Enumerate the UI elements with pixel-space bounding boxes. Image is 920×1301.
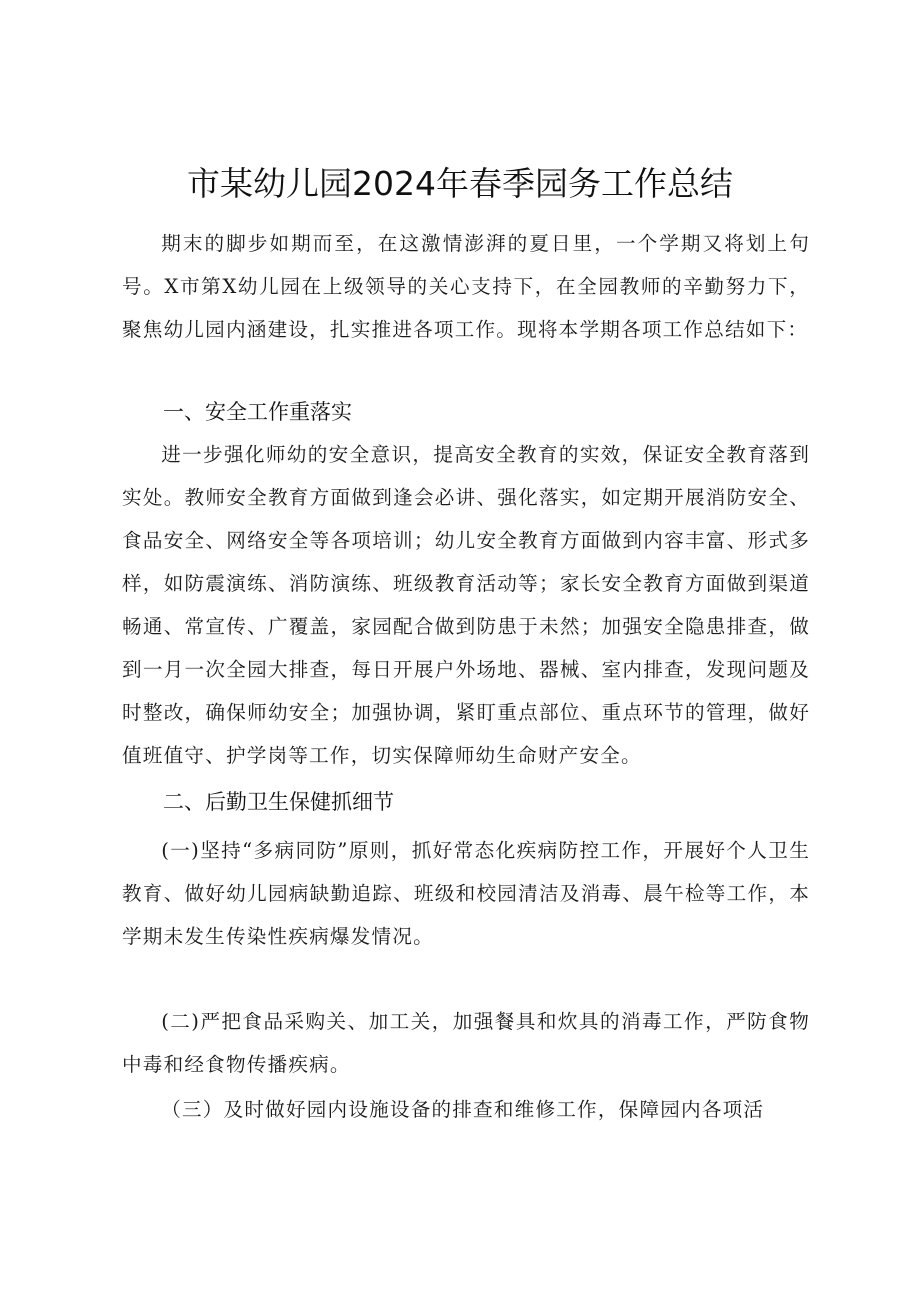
logistics-paragraph-2: (二)严把食品采购关、加工关，加强餐具和炊具的消毒工作，严防食物中毒和经食物传播疾病。 xyxy=(122,1010,810,1076)
logistics-paragraph-1: (一)坚持“多病同防”原则，抓好常态化疾病防控工作，开展好个人卫生教育、做好幼儿园病缺勤追踪、班级和校园清洁及消毒、晨午检等工作，本学期未发生传染性疾病爆发情况。 xyxy=(122,839,810,948)
section-heading-logistics: 二、后勤卫生保健抓细节 xyxy=(163,790,394,814)
logistics-paragraph-3: （三）及时做好园内设施设备的排查和维修工作，保障园内各项活 xyxy=(161,1098,765,1121)
intro-paragraph: 期末的脚步如期而至，在这激情澎湃的夏日里，一个学期又将划上句号。X市第X幼儿园在上级领导的关心支持下，在全园教师的辛勤努力下，聚焦幼儿园内涵建设，扎实推进各项工作。现将本学期各项工作总结如下： xyxy=(122,232,810,341)
document-title: 市某幼儿园2024年春季园务工作总结 xyxy=(187,164,733,203)
section-heading-safety: 一、安全工作重落实 xyxy=(163,400,352,424)
safety-paragraph: 进一步强化师幼的安全意识，提高安全教育的实效，保证安全教育落到实处。教师安全教育方面做到逢会必讲、强化落实，如定期开展消防安全、食品安全、网络安全等各项培训；幼儿安全教育方面做到内容丰富、形式多样，如防震演练、消防演练、班级教育活动等；家长安全教育方面做到渠道畅通、常宣传、广覆盖，家园配合做到防患于未然；加强安全隐患排查，做到一月一次全园大排查，每日开展户外场地、器械、室内排查，发现问题及时整改，确保师幼安全；加强协调，紧盯重点部位、重点环节的管理，做好值班值守、护学岗等工作，切实保障师幼生命财产安全。 xyxy=(122,443,810,767)
